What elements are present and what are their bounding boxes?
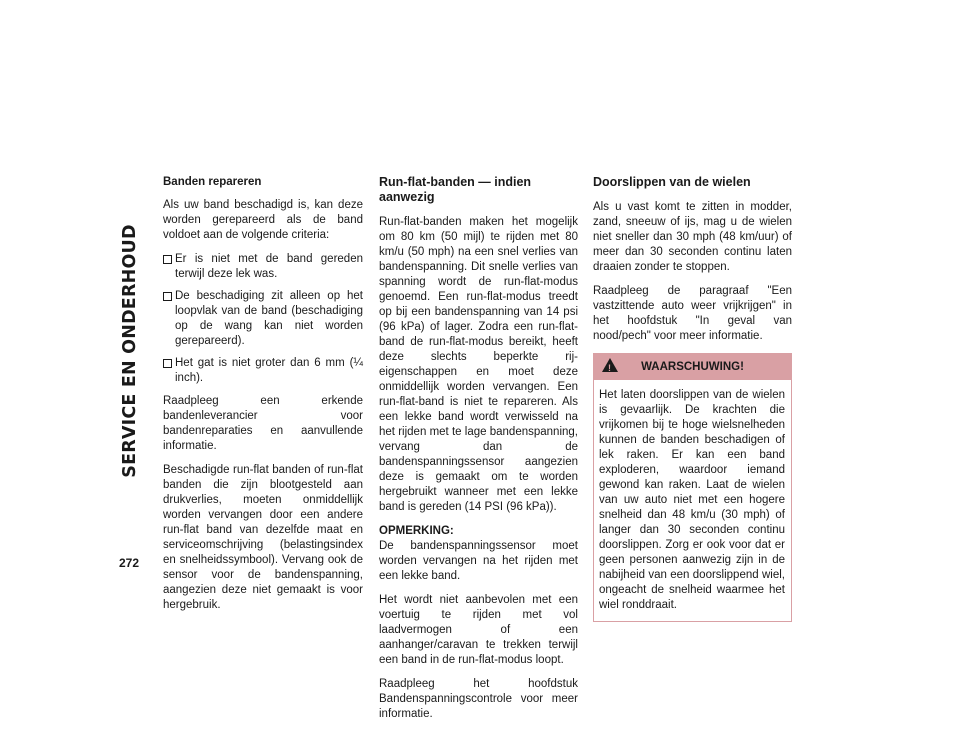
column-runflat [379,175,578,731]
wheel-spin-paragraph: Als u vast komt te zitten in modder, zand, sneeuw of ijs, mag u de wielen niet sneller dan 30 mph (48 km/uur) of meer dan 30 seconden continu laten draaien zonder te stoppen. [593,201,792,273]
list-item: Er is niet met de band gereden terwijl deze lek was. [163,252,363,282]
note-text: De bandenspanningssensor moet worden vervangen na het rijden met een lekke band. [379,540,578,582]
checkbox-bullet-icon [163,255,172,264]
tire-repair-intro: Als uw band beschadigd is, kan deze worden gerepareerd als de band voldoet aan de volgende criteria: [163,199,363,241]
warning-header: ! WAARSCHUWING! [594,354,791,380]
note-block [379,524,578,584]
list-item: Het gat is niet groter dan 6 mm (¼ inch). [163,356,363,386]
load-paragraph: Het wordt niet aanbevolen met een voertuig te rijden met vol laadvermogen of een aanhanger/caravan te trekken terwijl een band in de run-flat-modus loopt. [379,594,578,666]
warning-title: WAARSCHUWING! [641,361,744,373]
warning-box [593,353,792,622]
list-item: De beschadiging zit alleen op het loopvlak van de band (beschadiging op de wang kan niet worden gerepareerd). [163,289,363,349]
checkbox-bullet-icon [163,359,172,368]
section-title-text: SERVICE EN ONDERHOUD [120,224,140,478]
page-number: 272 [119,556,140,570]
runflat-paragraph: Run-flat-banden maken het mogelijk om 80 km (50 mijl) te rijden met 80 km/u (50 mph) na een snel verlies van bandenspanning. Dit snelle verlies van spanning wordt de run-flat-modus genoemd. Een run-flat-modus treedt op bij een bandenspanning van 14 psi (96 kPa) of lager. Zodra een run-flat-band de run-flat-modus bereikt, heeft deze slechts beperkte rij-eigenschappen en moet deze onmiddellijk worden vervangen. Een run-flat-band is niet te repareren. Als een lekke band wordt verwisseld na het rijden met te lage bandenspanning, vervang dan de bandenspanningssensor aangezien deze is gemaakt om te worden hergebruikt wanneer met een lekke band is gereden (14 PSI (96 kPa)). [379,216,578,513]
reference-paragraph: Raadpleeg het hoofdstuk Bandenspanningscontrole voor meer informatie. [379,678,578,720]
column-wheel-spin [593,175,792,622]
runflat-replace-paragraph: Beschadigde run-flat banden of run-flat banden die zijn blootgesteld aan drukverlies, moeten onmiddellijk worden vervangen door een andere run-flat band van dezelfde maat en serviceomschrijving (belastingsindex en snelheidssymbool). Vervang ook de sensor voor de bandenspanning, aangezien deze niet gemaakt is voor hergebruik. [163,464,363,611]
note-label: OPMERKING: [379,525,454,537]
section-side-title [110,170,150,532]
column-tire-repair [163,175,363,622]
checkbox-bullet-icon [163,292,172,301]
heading-runflat: Run-flat-banden — indien aanwezig [379,175,532,204]
heading-wheel-spin: Doorslippen van de wielen [593,175,751,189]
repair-criteria-list [163,252,363,386]
heading-tire-repair: Banden repareren [163,176,262,188]
stuck-vehicle-reference: Raadpleeg de paragraaf "Een vastzittende auto weer vrijkrijgen" in het hoofdstuk "In geval van nood/pech" voor meer informatie. [593,285,792,342]
tire-repair-paragraph: Raadpleeg een erkende bandenleverancier voor bandenreparaties en aanvullende informatie. [163,395,363,452]
warning-text: Het laten doorslippen van de wielen is gevaarlijk. De krachten die vrijkomen bij te hoge wielsnelheden kunnen de banden beschadigen of lek raken. Er kan een band exploderen, waardoor iemand gewond kan raken. Laat de wielen van uw auto niet met een hogere snelheid dan 48 km/u (30 mph) of langer dan 30 seconden continu doorslippen. Zorg er ook voor dat er geen personen aanwezig zijn in de nabijheid van een doorslippend wiel, ongeacht de snelheid waarmee het wiel ronddraait. [599,389,785,611]
